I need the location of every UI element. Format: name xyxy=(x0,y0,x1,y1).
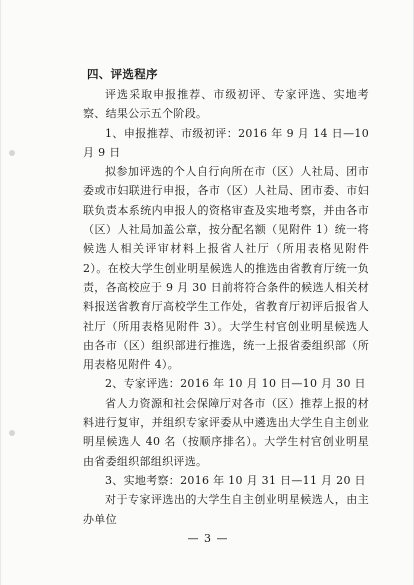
section-heading: 四、评选程序 xyxy=(87,67,158,81)
page-number: — 3 — xyxy=(187,532,229,545)
binding-hole xyxy=(9,430,15,436)
step-2-heading: 2、专家评选：2016 年 10 月 10 日—10 月 30 日 xyxy=(105,377,366,391)
step-1-heading: 1、申报推荐、市级初评：2016 年 9 月 14 日—10 月 9 日 xyxy=(83,126,369,159)
intro-paragraph: 评选采取申报推荐、市级初评、专家评选、实地考察、结果公示五个阶段。 xyxy=(83,88,369,121)
binding-hole xyxy=(9,150,15,156)
step-2-paragraph: 省人力资源和社会保障厅对各市（区）推荐上报的材料进行复审，并组织专家评委从中遴选出大学生自主创业明星候选人 40 名（按顺序排名）。大学生村官创业明星由省委组织部组织评选。 xyxy=(83,396,369,468)
document-body xyxy=(83,64,369,529)
step-1-paragraph: 拟参加评选的个人自行向所在市（区）人社局、团市委或市妇联进行申报，各市（区）人社局、团市委、市妇联负责本系统内申报人的资格审查及实地考察，并由各市（区）人社局加盖公章，按分配名额（见附件 1）统一将候选人相关评审材料上报省人社厅（所用表格见附件 2）。在校大学生创业明星候选人的推选由省教育厅统一负责，各高校应于 9 月 30 日前将符合条件的候选人相关材料报送省教育厅高校学生工作处，省教育厅初评后报省人社厅（所用表格见附件 3）。大学生村官创业明星候选人由各市（区）组织部进行推选，统一上报省委组织部（所用表格见附件 4）。 xyxy=(83,165,369,372)
step-3-heading: 3、实地考察：2016 年 10 月 31 日—11 月 20 日 xyxy=(105,473,366,487)
step-3-paragraph: 对于专家评选出的大学生自主创业明星候选人，由主办单位 xyxy=(83,493,369,526)
